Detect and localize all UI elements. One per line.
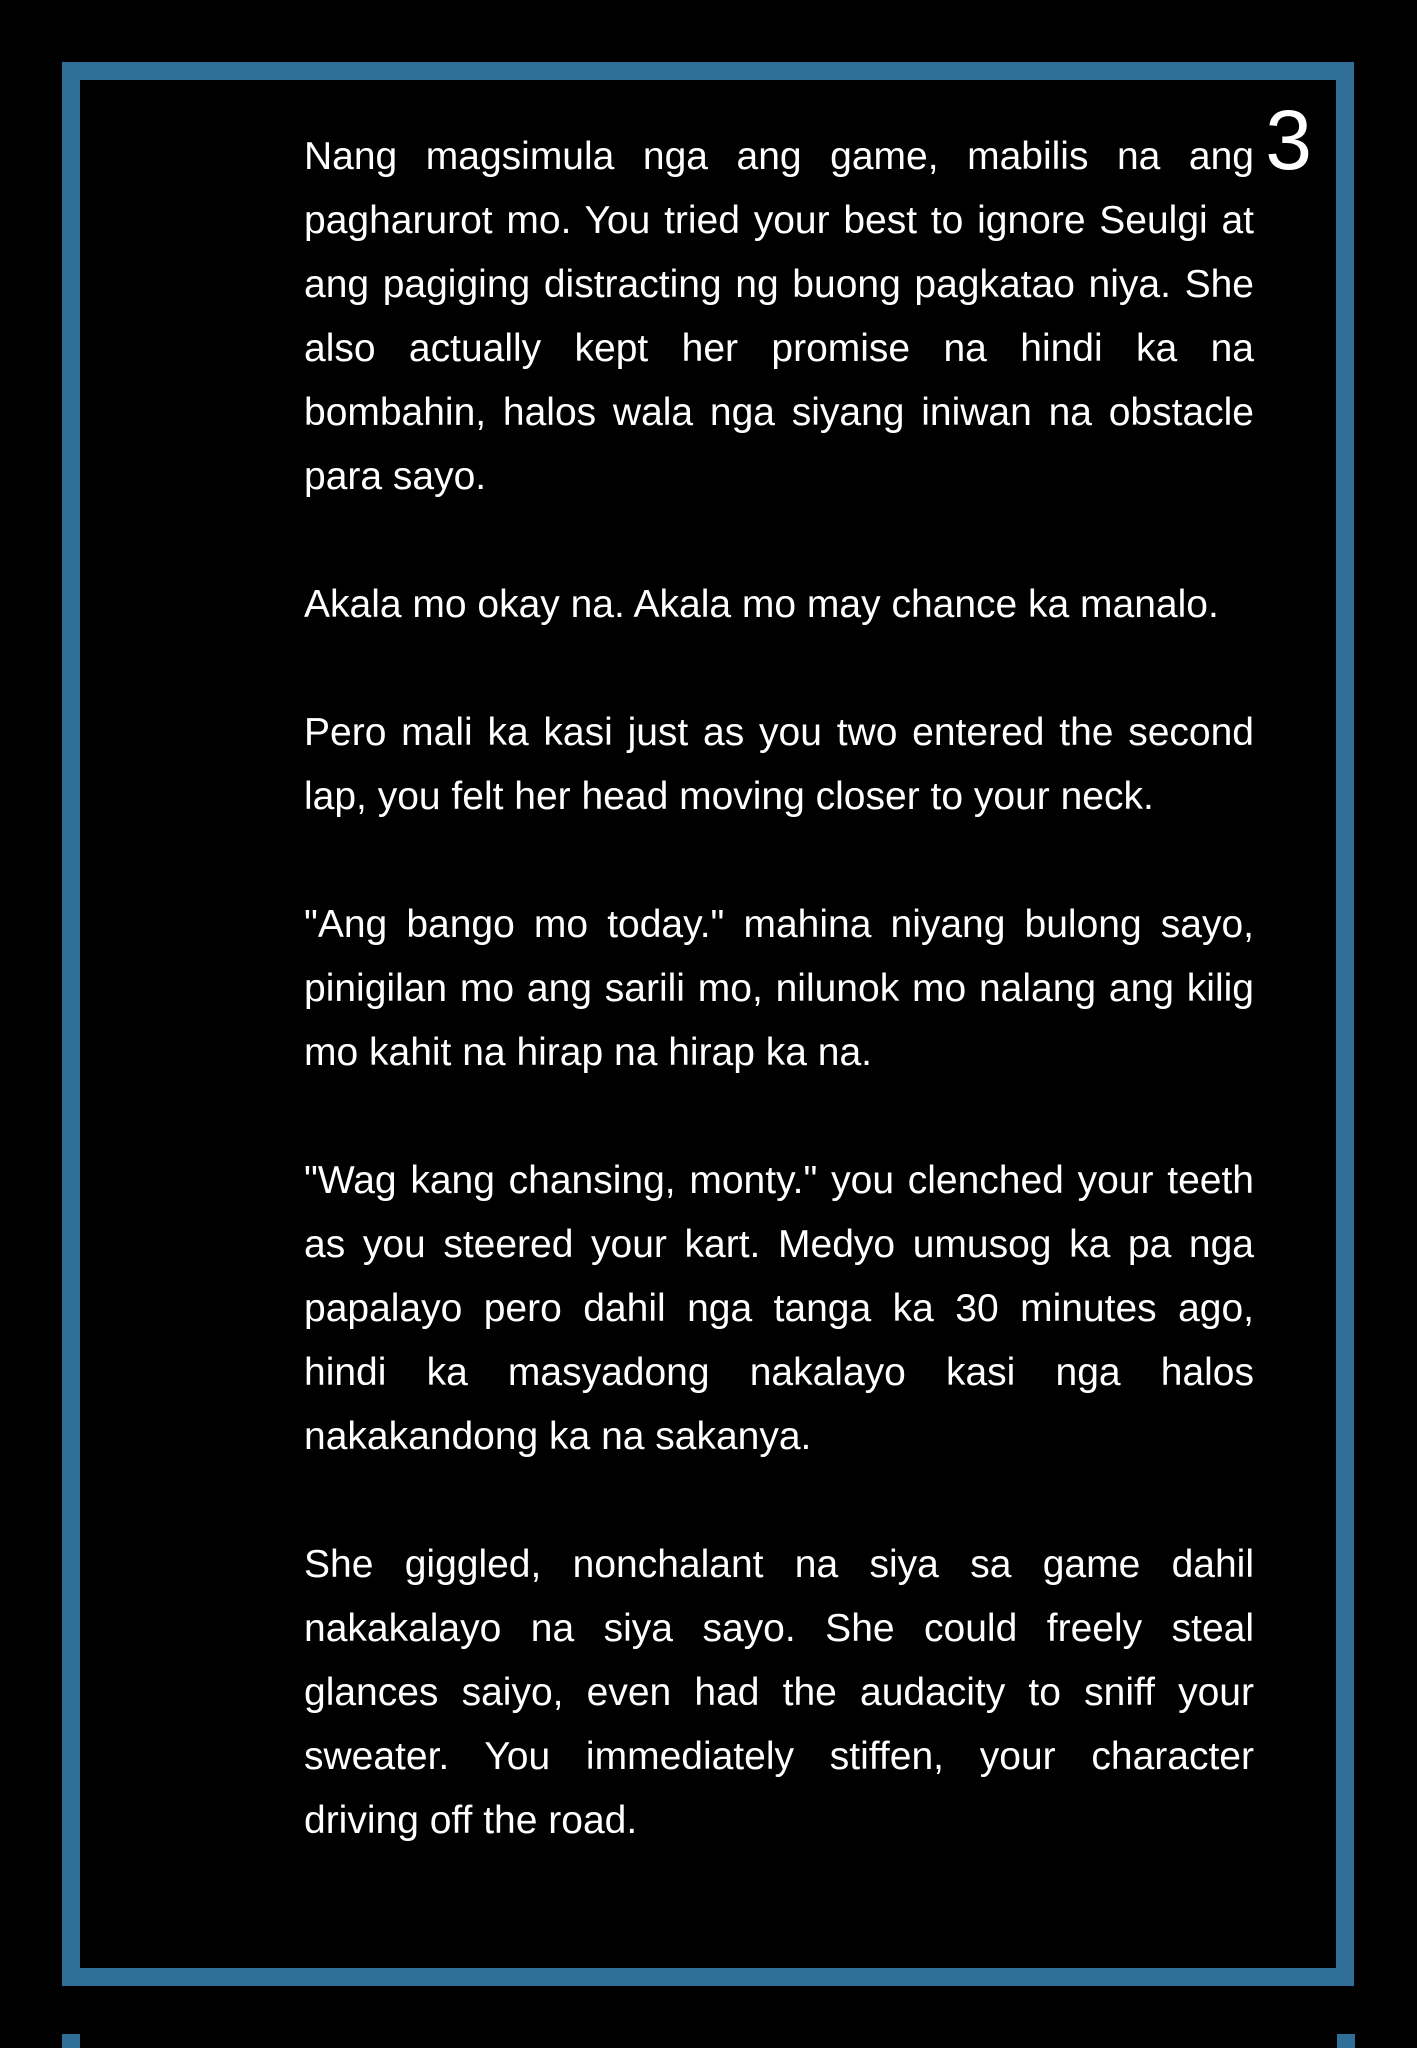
next-frame-left-corner bbox=[62, 2034, 80, 2048]
paragraph-5: "Wag kang chansing, monty." you clenched your teeth as you steered your kart. Medyo umusog ka pa nga papalayo pero dahil nga tanga ka 30 minutes ago, hindi ka masyadong nakalayo kasi nga halos nakakandong ka na sakanya. bbox=[304, 1159, 1254, 1458]
paragraph-4: "Ang bango mo today." mahina niyang bulong sayo, pinigilan mo ang sarili mo, nilunok mo nalang ang kilig mo kahit na hirap na hirap ka na. bbox=[304, 903, 1254, 1074]
next-page-edge bbox=[62, 2034, 1355, 2048]
page-number: 3 bbox=[1265, 93, 1312, 187]
paragraph-2: Akala mo okay na. Akala mo may chance ka manalo. bbox=[304, 583, 1219, 626]
next-frame-right-corner bbox=[1337, 2034, 1355, 2048]
page-frame bbox=[62, 62, 1354, 1986]
story-text bbox=[304, 125, 1254, 1853]
paragraph-3: Pero mali ka kasi just as you two entered the second lap, you felt her head moving closer to your neck. bbox=[304, 711, 1254, 818]
paragraph-6: She giggled, nonchalant na siya sa game dahil nakakalayo na siya sayo. She could freely steal glances saiyo, even had the audacity to sniff your sweater. You immediately stiffen, your character driving off the road. bbox=[304, 1543, 1254, 1842]
paragraph-1: Nang magsimula nga ang game, mabilis na ang pagharurot mo. You tried your best to ignore Seulgi at ang pagiging distracting ng buong pagkatao niya. She also actually kept her promise na hindi ka na bombahin, halos wala nga siyang iniwan na obstacle para sayo. bbox=[304, 135, 1254, 498]
